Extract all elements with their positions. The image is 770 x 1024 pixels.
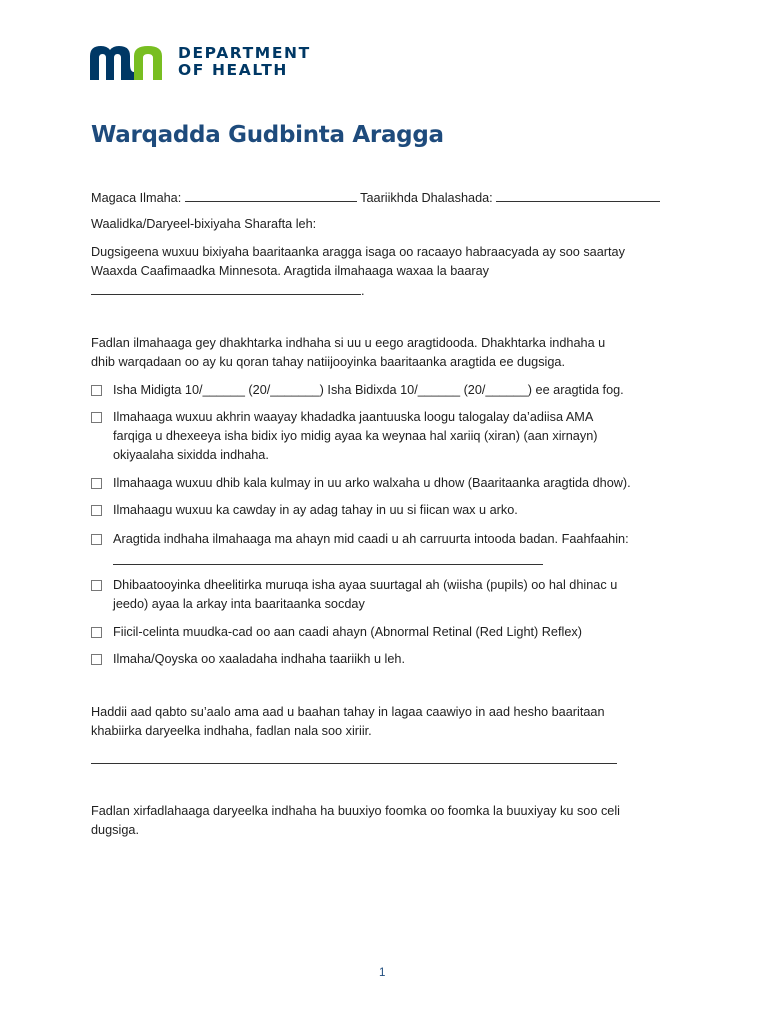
mn-logo-icon	[90, 44, 170, 80]
logo-line-1: DEPARTMENT	[178, 44, 311, 62]
intro-line-1: Dugsigeena wuxuu bixiyaha baaritaanka aragga isaga oo racaayo habraacyada ay soo saartay	[91, 245, 625, 259]
contact-line-1: Haddii aad qabto su’aalo ama aad u baahan tahay in lagaa caawiyo in aad hesho baaritaan	[91, 705, 605, 719]
contact-info-field[interactable]	[91, 763, 617, 764]
checklist-line: jeedo) ayaa la arkay inta baaritaanka socday	[113, 597, 365, 611]
checklist-item-text: Ilmahaaga wuxuu dhib kala kulmay in uu arko walxaha u dhow (Baaritaanka aragtida dhow).	[113, 476, 631, 490]
name-field[interactable]	[185, 189, 357, 202]
checklist-item-text	[113, 576, 693, 614]
details-field[interactable]	[113, 564, 543, 565]
dob-label: Taariikhda Dhalashada:	[360, 191, 493, 205]
intro-end: .	[361, 284, 365, 298]
checklist-item-text: Ilmaha/Qoyska oo xaaladaha indhaha taariikh u leh.	[113, 652, 406, 666]
dob-field[interactable]	[496, 189, 660, 202]
screening-date-field[interactable]	[91, 282, 361, 295]
checklist-item-text: Fiicil-celinta muudka-cad oo aan caadi ahayn (Abnormal Retinal (Red Light) Reflex)	[113, 625, 582, 639]
checklist-line: Dhibaatooyinka dheelitirka muruqa isha ayaa suurtagal ah (wiisha (pupils) oo hal dhinac u	[113, 578, 618, 592]
checklist-line: farqiga u dhexeeya isha bidix iyo midig ayaa ka weynaa hal xariiq (xiran) (aan xirnayn)	[113, 429, 598, 443]
checklist-item-text: Aragtida indhaha ilmahaaga ma ahayn mid caadi u ah carruurta intooda badan. Faahfaahin:	[113, 532, 629, 546]
logo-text	[178, 45, 311, 79]
checkbox[interactable]	[91, 478, 102, 489]
return-line-2: dugsiga.	[91, 823, 139, 837]
name-label: Magaca Ilmaha:	[91, 191, 182, 205]
return-line-1: Fadlan xirfadlahaaga daryeelka indhaha ha buuxiyo foomka oo foomka la buuxiyay ku soo celi	[91, 804, 620, 818]
checklist-item-muscle-balance	[91, 576, 691, 616]
greeting: Waalidka/Daryeel-bixiyaha Sharafta leh:	[91, 217, 317, 231]
request-line-1: Fadlan ilmahaaga gey dhakhtarka indhaha si uu u eego aragtidooda. Dhakhtarka indhaha u	[91, 336, 606, 350]
checkbox[interactable]	[91, 627, 102, 638]
intro-line-2: Waaxda Caafimaadka Minnesota. Aragtida ilmahaaga waxaa la baaray	[91, 264, 490, 278]
checklist-line: okiyaalaha sixidda indhaha.	[113, 448, 269, 462]
checklist-item-text	[113, 408, 693, 465]
checkbox[interactable]	[91, 654, 102, 665]
checklist-line: Ilmahaaga wuxuu akhrin waayay khadadka jaantuuska loogu talogalay da’adiisa AMA	[113, 410, 594, 424]
name-dob-row	[91, 189, 660, 208]
checkbox[interactable]	[91, 534, 102, 545]
checkbox[interactable]	[91, 505, 102, 516]
checkbox[interactable]	[91, 385, 102, 396]
checklist-item-text: Ilmahaagu wuxuu ka cawday in ay adag tahay in uu si fiican wax u arko.	[113, 503, 518, 517]
checkbox[interactable]	[91, 412, 102, 423]
page-number: 1	[379, 967, 386, 979]
logo-line-2: OF HEALTH	[178, 61, 288, 79]
page-title: Warqadda Gudbinta Aragga	[91, 122, 444, 148]
checklist-item-chart-lines	[91, 408, 691, 468]
request-line-2: dhib warqadaan oo ay ku qoran tahay natiijooyinka baaritaanka aragtida ee dugsiga.	[91, 355, 566, 369]
mdh-logo	[90, 44, 311, 80]
intro-line-3	[91, 282, 365, 301]
contact-line-2: khabiirka daryeelka indhaha, fadlan nala soo xiriir.	[91, 724, 372, 738]
checklist-item-text: Isha Midigta 10/______ (20/_______) Isha Bidixda 10/______ (20/______) ee aragtida fog.	[113, 383, 624, 397]
checkbox[interactable]	[91, 580, 102, 591]
